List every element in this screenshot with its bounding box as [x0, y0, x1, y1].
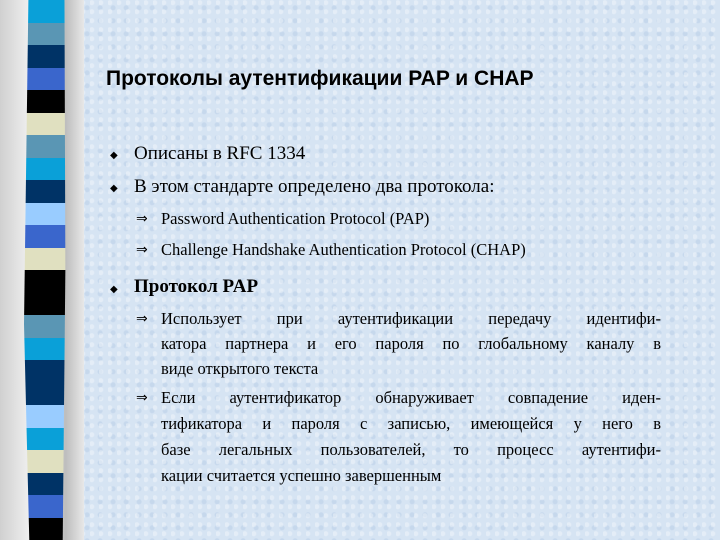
double-arrow-icon: ⇒ [136, 242, 148, 258]
sub-bullet-line: кации считается успешно завершенным [161, 466, 442, 485]
strip-band [24, 225, 68, 248]
strip-band [24, 68, 68, 91]
double-arrow-icon: ⇒ [136, 211, 148, 227]
sub-bullet-text: Challenge Handshake Authentication Protocol (CHAP) [161, 240, 526, 259]
strip-band [24, 113, 68, 136]
strip-band [24, 450, 68, 473]
strip-band [24, 90, 68, 113]
strip-band [24, 248, 68, 271]
sub-bullet-line: Если аутентификатор обнаруживает совпадение иден- [161, 388, 661, 407]
double-arrow-icon: ⇒ [136, 390, 148, 406]
diamond-bullet-icon: ◆ [110, 284, 118, 295]
strip-band [24, 293, 68, 316]
strip-band [24, 180, 68, 203]
strip-band [24, 473, 68, 496]
slide-title: Протоколы аутентификации PAP и CHAP [106, 67, 534, 90]
strip-band [24, 270, 68, 293]
sub-bullet-text: Password Authentication Protocol (PAP) [161, 209, 430, 228]
strip-band [24, 45, 68, 68]
strip-band [24, 203, 68, 226]
strip-band [24, 0, 68, 23]
strip-band [24, 405, 68, 428]
sub-bullet-line: Использует при аутентификации передачу идентифи- [161, 309, 661, 328]
strip-band [24, 518, 68, 540]
diamond-bullet-icon: ◆ [110, 150, 118, 161]
double-arrow-icon: ⇒ [136, 311, 148, 327]
sub-bullet-line: базе легальных пользователей, то процесс аутентифи- [161, 440, 661, 459]
strip-band [24, 158, 68, 181]
strip-band [24, 495, 68, 518]
strip-band [24, 23, 68, 46]
strip-band [24, 135, 68, 158]
sub-bullet-line: катора партнера и его пароля по глобальному каналу в [161, 334, 661, 353]
strip-band [24, 360, 68, 383]
bullet-text: В этом стандарте определено два протокола: [134, 176, 495, 197]
diamond-bullet-icon: ◆ [110, 183, 118, 194]
decorative-striped-bar [24, 0, 68, 540]
strip-band [24, 338, 68, 361]
bullet-text: Протокол PAP [134, 276, 259, 297]
sub-bullet-line: тификатора и пароля с записью, имеющейся у него в [161, 414, 661, 433]
sub-bullet-line: виде открытого текста [161, 359, 319, 378]
strip-band [24, 315, 68, 338]
strip-band [24, 428, 68, 451]
bullet-text: Описаны в RFC 1334 [134, 143, 306, 164]
strip-band [24, 383, 68, 406]
